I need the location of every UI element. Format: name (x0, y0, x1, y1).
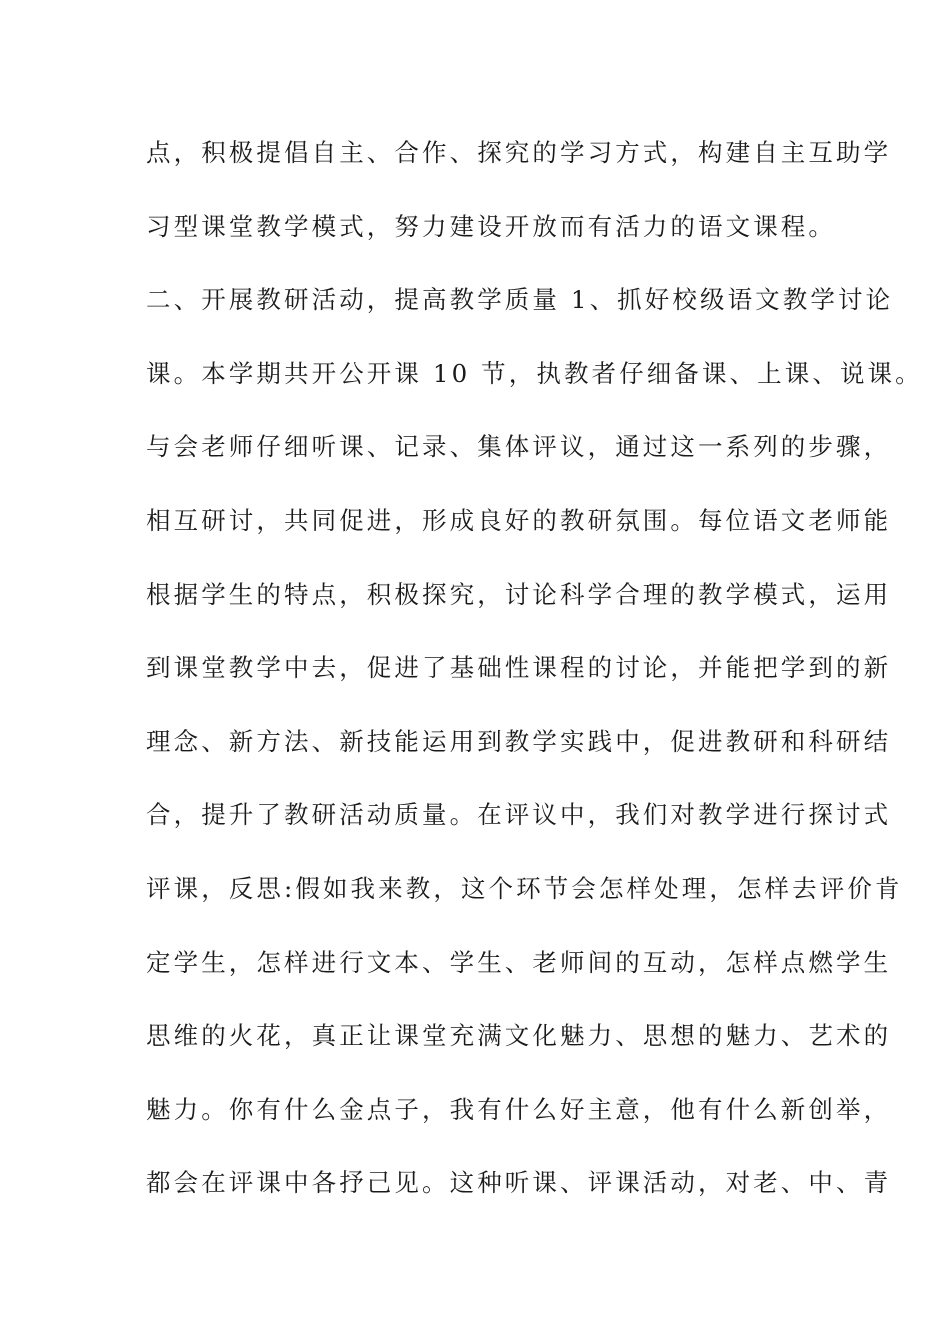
text-line: 评课，反思:假如我来教，这个环节会怎样处理，怎样去评价肯 (146, 873, 903, 903)
text-line: 根据学生的特点，积极探究，讨论科学合理的教学模式，运用 (146, 579, 892, 609)
text-line: 相互研讨，共同促进，形成良好的教研氛围。每位语文老师能 (146, 505, 892, 535)
text-line: 课。本学期共开公开课 10 节，执教者仔细备课、上课、说课。 (146, 358, 923, 388)
text-line: 习型课堂教学模式，努力建设开放而有活力的语文课程。 (146, 211, 836, 241)
text-line: 点，积极提倡自主、合作、探究的学习方式，构建自主互助学 (146, 138, 892, 167)
text-line: 定学生，怎样进行文本、学生、老师间的互动，怎样点燃学生 (146, 947, 892, 977)
text-line: 思维的火花，真正让课堂充满文化魅力、思想的魅力、艺术的 (146, 1021, 892, 1051)
text-line: 与会老师仔细听课、记录、集体评议，通过这一系列的步骤， (146, 432, 892, 462)
text-line: 合，提升了教研活动质量。在评议中，我们对教学进行探讨式 (146, 800, 892, 830)
text-line: 理念、新方法、新技能运用到教学实践中，促进教研和科研结 (146, 726, 892, 756)
text-line: 二、开展教研活动，提高教学质量 1、抓好校级语文教学讨论 (146, 285, 894, 315)
text-line: 都会在评课中各抒己见。这种听课、评课活动，对老、中、青 (146, 1168, 892, 1198)
text-line: 到课堂教学中去，促进了基础性课程的讨论，并能把学到的新 (146, 653, 892, 683)
text-line: 魅力。你有什么金点子，我有什么好主意，他有什么新创举， (146, 1094, 892, 1124)
body-text (146, 131, 923, 1235)
